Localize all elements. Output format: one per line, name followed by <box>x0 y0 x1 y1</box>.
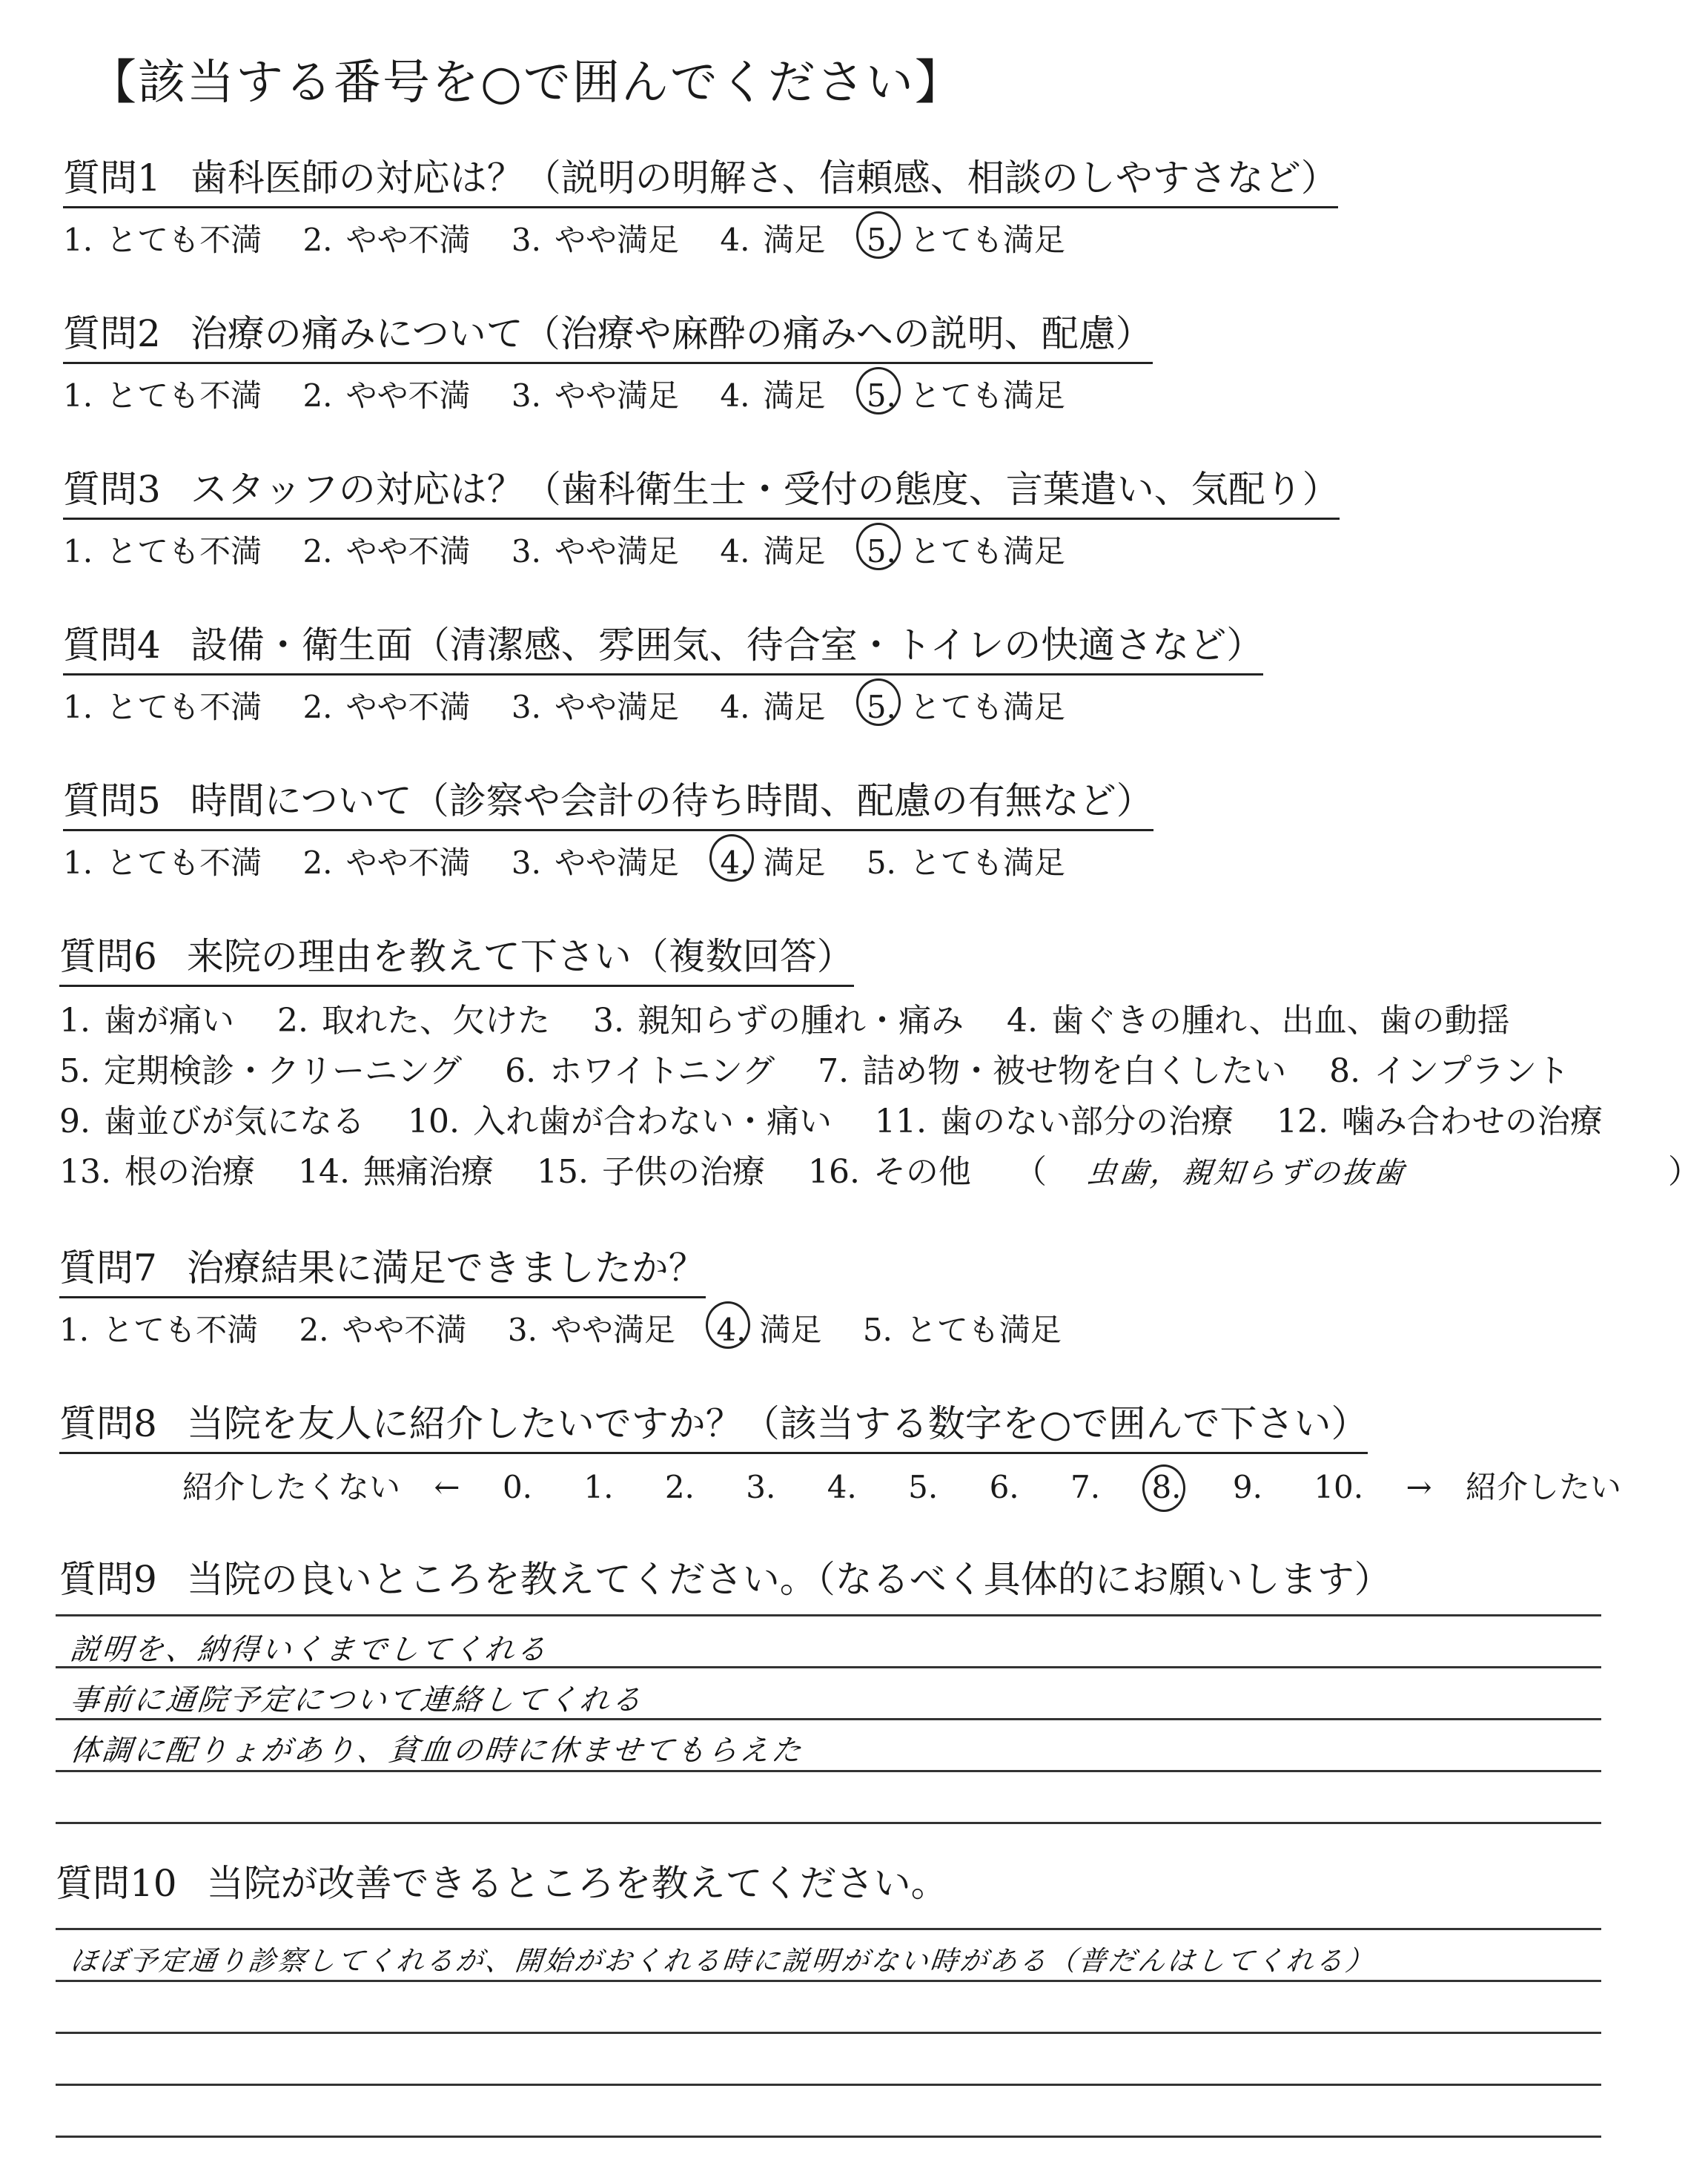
answer-line <box>56 2136 1601 2138</box>
q9-answer-area[interactable] <box>56 1605 1601 1828</box>
scale-value-8-selected[interactable]: 8. <box>1151 1469 1182 1505</box>
question-heading <box>63 771 1153 831</box>
question-text: 治療の痛みについて（治療や麻酔の痛みへの説明、配慮） <box>190 312 1153 355</box>
option-5-selected[interactable]: 5. とても満足 <box>867 527 1065 572</box>
option-1[interactable]: 1. とても不満 <box>63 533 262 569</box>
answer-options <box>63 527 1340 572</box>
option-4[interactable]: 4. 満足 <box>720 222 826 258</box>
question-7 <box>59 1238 1093 1350</box>
option-1[interactable]: 1. とても不満 <box>63 845 262 881</box>
question-1 <box>63 148 1338 260</box>
option-3[interactable]: 3. やや満足 <box>511 845 679 881</box>
option-4-selected[interactable]: 4. 満足 <box>720 839 825 883</box>
reason-1[interactable]: 1. 歯が痛い <box>59 1002 234 1040</box>
question-text: 当院を友人に紹介したいですか？（該当する数字を○で囲んで下さい） <box>186 1402 1368 1445</box>
option-4[interactable]: 4. 満足 <box>720 689 826 725</box>
reason-15[interactable]: 15. 子供の治療 <box>536 1153 765 1191</box>
option-2[interactable]: 2. やや不満 <box>302 377 471 414</box>
option-4-selected[interactable]: 4. 満足 <box>716 1306 821 1350</box>
question-text: スタッフの対応は？（歯科衛生士・受付の態度、言葉遣い、気配り） <box>190 468 1340 511</box>
option-3[interactable]: 3. やや満足 <box>507 1312 675 1348</box>
answer-line <box>56 2084 1601 2086</box>
option-4[interactable]: 4. 満足 <box>720 377 826 414</box>
option-4[interactable]: 4. 満足 <box>720 533 826 569</box>
reason-4[interactable]: 4. 歯ぐきの腫れ、出血、歯の動揺 <box>1006 1002 1510 1040</box>
scale-value-6[interactable]: 6. <box>989 1469 1019 1505</box>
reason-3[interactable]: 3. 親知らずの腫れ・痛み <box>592 1002 964 1040</box>
question-4 <box>63 615 1263 727</box>
option-3[interactable]: 3. やや満足 <box>511 689 679 725</box>
question-heading <box>63 304 1153 364</box>
answer-options <box>63 371 1153 416</box>
scale-value-10[interactable]: 10. <box>1314 1469 1364 1505</box>
scale-value-9[interactable]: 9. <box>1232 1469 1262 1505</box>
question-text: 治療結果に満足できましたか？ <box>186 1246 706 1289</box>
question-heading <box>63 615 1263 676</box>
question-number: 質問1 <box>63 156 161 199</box>
question-6 <box>59 927 1701 1198</box>
left-arrow-icon: ← <box>434 1469 460 1505</box>
answer-line <box>56 1980 1601 1982</box>
q10-answer-area[interactable] <box>56 1913 1601 2150</box>
option-1[interactable]: 1. とても不満 <box>63 377 262 414</box>
question-heading <box>59 927 854 987</box>
scale-left-label: 紹介したくない <box>182 1469 401 1505</box>
q9-answer-line-2: 事前に通院予定について連絡してくれる <box>68 1683 646 1717</box>
reason-14[interactable]: 14. 無痛治療 <box>297 1153 494 1191</box>
scale-value-2[interactable]: 2. <box>664 1469 695 1505</box>
option-3[interactable]: 3. やや満足 <box>511 377 679 414</box>
option-2[interactable]: 2. やや不満 <box>299 1312 467 1348</box>
answer-options <box>63 683 1263 727</box>
option-1[interactable]: 1. とても不満 <box>63 222 262 258</box>
answer-options <box>59 1306 1093 1350</box>
reason-13[interactable]: 13. 根の治療 <box>59 1153 255 1191</box>
answer-line <box>56 1822 1601 1824</box>
question-text: 時間について（診察や会計の待ち時間、配慮の有無など） <box>190 779 1153 822</box>
q9-answer-line-1: 説明を、納得いくまでしてくれる <box>68 1633 551 1667</box>
question-number: 質問8 <box>59 1402 157 1445</box>
reason-5[interactable]: 5. 定期検診・クリーニング <box>59 1052 463 1090</box>
answer-line <box>56 1928 1601 1930</box>
option-5[interactable]: 5. とても満足 <box>866 845 1065 881</box>
scale-value-3[interactable]: 3. <box>746 1469 776 1505</box>
question-5 <box>63 771 1153 883</box>
option-3[interactable]: 3. やや満足 <box>511 533 679 569</box>
option-1[interactable]: 1. とても不満 <box>63 689 262 725</box>
reason-10[interactable]: 10. 入れ歯が合わない・痛い <box>407 1103 832 1140</box>
question-9 <box>59 1550 1391 1608</box>
question-heading <box>63 460 1340 520</box>
question-heading <box>59 1238 706 1298</box>
question-heading <box>56 1854 948 1912</box>
scale-value-5[interactable]: 5. <box>908 1469 939 1505</box>
option-5-selected[interactable]: 5. とても満足 <box>867 216 1065 260</box>
option-1[interactable]: 1. とても不満 <box>59 1312 259 1348</box>
scale-right-label: 紹介したい <box>1466 1469 1622 1505</box>
question-number: 質問9 <box>59 1558 157 1601</box>
scale-value-7[interactable]: 7. <box>1070 1469 1101 1505</box>
reason-7[interactable]: 7. 詰め物・被せ物を白くしたい <box>818 1052 1287 1090</box>
q10-answer-line-1: ほぼ予定通り診察してくれるが、開始がおくれる時に説明がない時がある（普だんはしてくれる） <box>68 1945 1377 1977</box>
question-text: 歯科医師の対応は？（説明の明解さ、信頼感、相談のしやすさなど） <box>190 156 1338 199</box>
other-answer-handwritten: 虫歯，親知らずの抜歯 <box>1085 1156 1408 1190</box>
option-3[interactable]: 3. やや満足 <box>511 222 679 258</box>
question-heading <box>63 148 1338 208</box>
question-2 <box>63 304 1153 416</box>
question-3 <box>63 460 1340 572</box>
question-number: 質問10 <box>56 1862 177 1905</box>
reason-8[interactable]: 8. インプラント <box>1329 1052 1570 1090</box>
reason-9[interactable]: 9. 歯並びが気になる <box>59 1103 365 1140</box>
option-5-selected[interactable]: 5. とても満足 <box>867 683 1065 727</box>
answer-line <box>56 2032 1601 2034</box>
question-10 <box>56 1854 948 1912</box>
answer-line <box>56 1770 1601 1772</box>
answer-options <box>63 216 1338 260</box>
question-heading <box>59 1550 1391 1608</box>
question-text: 来院の理由を教えて下さい（複数回答） <box>186 935 854 978</box>
reason-2[interactable]: 2. 取れた、欠けた <box>277 1002 550 1040</box>
question-number: 質問2 <box>63 312 161 355</box>
question-8 <box>59 1394 1633 1507</box>
recommend-scale <box>171 1463 1633 1507</box>
question-text: 設備・衛生面（清潔感、雰囲気、待合室・トイレの快適さなど） <box>190 624 1264 667</box>
reason-6[interactable]: 6. ホワイトニング <box>505 1052 775 1090</box>
right-arrow-icon: → <box>1406 1469 1432 1505</box>
question-text: 当院が改善できるところを教えてください。 <box>206 1862 948 1905</box>
reason-16-other[interactable]: 16. その他 <box>807 1153 971 1191</box>
q9-answer-line-3: 体調に配りょがあり、貧血の時に休ませてもらえた <box>68 1734 806 1768</box>
option-2[interactable]: 2. やや不満 <box>302 689 471 725</box>
question-heading <box>59 1394 1368 1454</box>
scale-value-1[interactable]: 1. <box>583 1469 614 1505</box>
option-5-selected[interactable]: 5. とても満足 <box>867 371 1065 416</box>
question-number: 質問3 <box>63 468 161 511</box>
answer-options <box>63 839 1153 883</box>
option-5[interactable]: 5. とても満足 <box>862 1312 1062 1348</box>
scale-value-0[interactable]: 0. <box>502 1469 533 1505</box>
page-title: 【該当する番号を○で囲んでください】 <box>89 56 964 110</box>
question-number: 質問6 <box>59 935 157 978</box>
option-2[interactable]: 2. やや不満 <box>302 533 471 569</box>
other-answer-field[interactable]: （ 虫歯，親知らずの抜歯 ） <box>1014 1147 1701 1198</box>
question-text: 当院の良いところを教えてください。（なるべく具体的にお願いします） <box>186 1558 1391 1601</box>
reason-list <box>59 996 1701 1198</box>
option-2[interactable]: 2. やや不満 <box>302 845 471 881</box>
reason-11[interactable]: 11. 歯のない部分の治療 <box>874 1103 1234 1140</box>
question-number: 質問4 <box>63 624 161 667</box>
reason-12[interactable]: 12. 噛み合わせの治療 <box>1276 1103 1603 1140</box>
scale-value-4[interactable]: 4. <box>827 1469 857 1505</box>
answer-line <box>56 1614 1601 1616</box>
option-2[interactable]: 2. やや不満 <box>302 222 471 258</box>
question-number: 質問5 <box>63 779 161 822</box>
question-number: 質問7 <box>59 1246 157 1289</box>
